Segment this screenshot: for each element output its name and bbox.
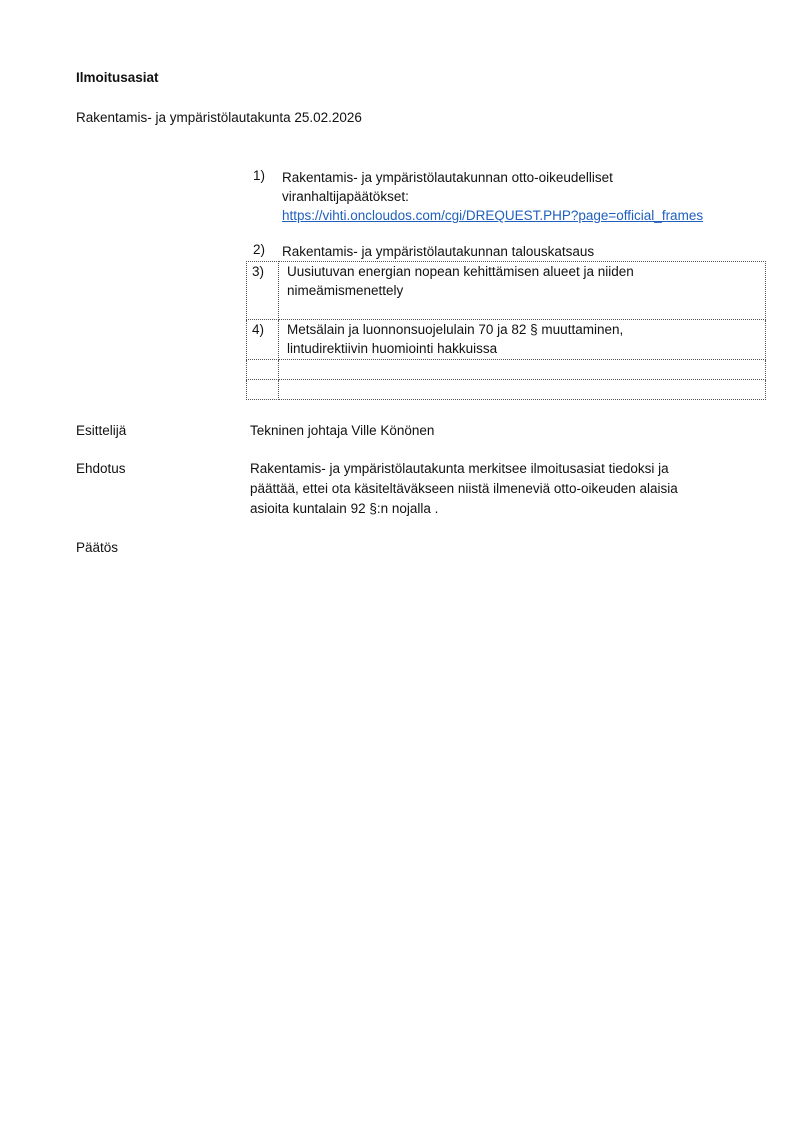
item-4 bbox=[279, 320, 766, 360]
table-row-empty bbox=[247, 380, 766, 400]
meeting-subtitle: Rakentamis- ja ympäristölautakunta 25.02.2026 bbox=[76, 110, 362, 125]
items-table bbox=[246, 261, 766, 400]
proposal-line-3: asioita kuntalain 92 §:n nojalla . bbox=[250, 501, 439, 516]
item-3-number: 3) bbox=[247, 262, 279, 320]
table-row-empty bbox=[247, 360, 766, 380]
item-3-line1: Uusiutuvan energian nopean kehittämisen alueet ja niiden bbox=[287, 264, 634, 279]
decision-label: Päätös bbox=[76, 540, 119, 555]
item-1-line2: viranhaltijapäätökset: bbox=[282, 189, 409, 204]
proposal-label: Ehdotus bbox=[76, 461, 126, 476]
proposal-text bbox=[250, 459, 678, 519]
item-1-line1: Rakentamis- ja ympäristölautakunnan otto-oikeudelliset bbox=[282, 170, 613, 185]
item-2-number: 2) bbox=[253, 242, 266, 257]
item-3-line2: nimeämismenettely bbox=[287, 283, 404, 298]
proposal-line-1: Rakentamis- ja ympäristölautakunta merkitsee ilmoitusasiat tiedoksi ja bbox=[250, 461, 669, 476]
proposal-line-2: päättää, ettei ota käsiteltäväkseen niistä ilmeneviä otto-oikeuden alaisia bbox=[250, 481, 678, 496]
table-row bbox=[247, 262, 766, 320]
item-4-line2: lintudirektiivin huomiointi hakkuissa bbox=[287, 341, 498, 356]
presenter-value: Tekninen johtaja Ville Könönen bbox=[250, 423, 435, 438]
item-4-number: 4) bbox=[247, 320, 279, 360]
item-1-number: 1) bbox=[253, 168, 266, 183]
presenter-label: Esittelijä bbox=[76, 423, 127, 438]
item-3 bbox=[279, 262, 766, 320]
item-1 bbox=[282, 168, 703, 225]
item-4-line1: Metsälain ja luonnonsuojelulain 70 ja 82 § muuttaminen, bbox=[287, 322, 624, 337]
official-decisions-link[interactable]: https://vihti.oncloudos.com/cgi/DREQUEST.PHP?page=official_frames bbox=[282, 208, 704, 223]
document-title: Ilmoitusasiat bbox=[76, 70, 159, 85]
item-2-line1: Rakentamis- ja ympäristölautakunnan talouskatsaus bbox=[282, 244, 595, 259]
table-row bbox=[247, 320, 766, 360]
